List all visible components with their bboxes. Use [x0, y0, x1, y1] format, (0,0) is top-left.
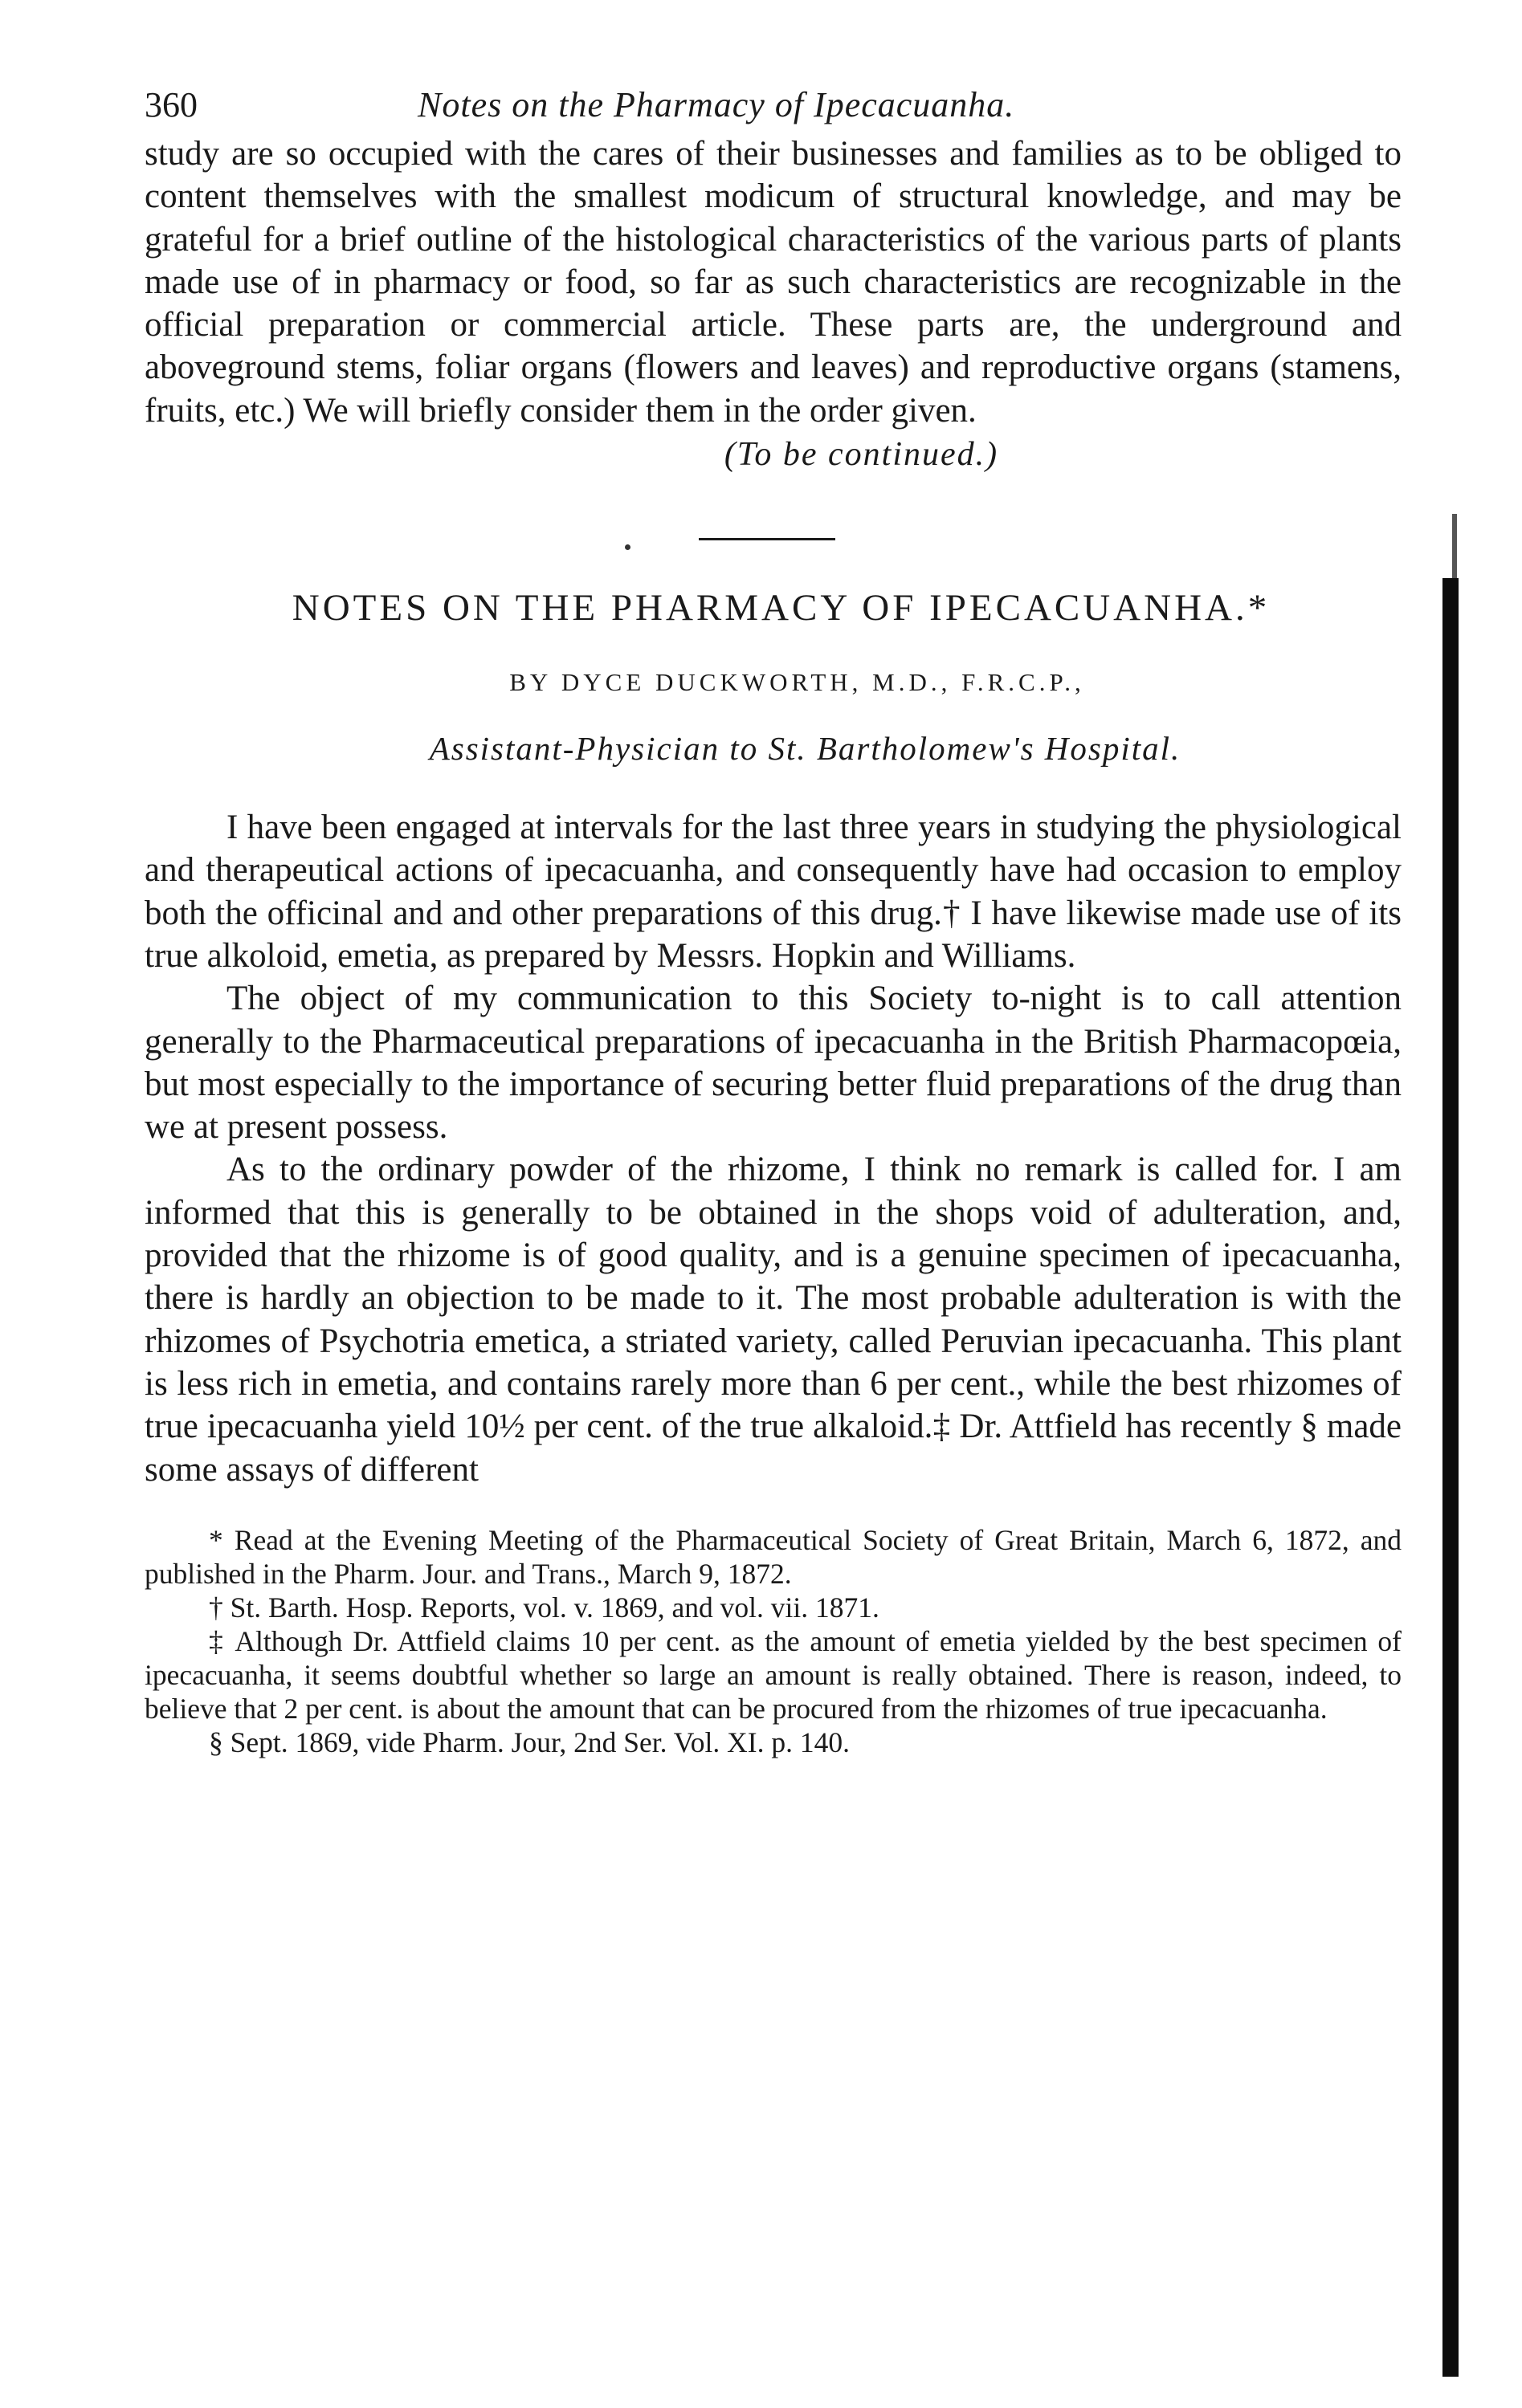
footnotes: [145, 1523, 1402, 1759]
article-byline: BY DYCE DUCKWORTH, M.D., F.R.C.P.,: [509, 668, 1085, 697]
footnote: * Read at the Evening Meeting of the Pharmaceutical Society of Great Britain, March 6, 1872, and published in the Pharm. Jour. and Trans., March 9, 1872.: [145, 1523, 1402, 1590]
article-title: NOTES ON THE PHARMACY OF IPECACUANHA.*: [292, 587, 1271, 630]
author-affiliation: Assistant-Physician to St. Bartholomew's Hospital.: [429, 730, 1181, 768]
section-divider: [145, 474, 1402, 570]
footnote: ‡ Although Dr. Attfield claims 10 per cent. as the amount of emetia yielded by the best specimen of ipecacuanha, it seems doubtful whether so large an amount is really obtained. There is reason, indeed, to believe that 2 per cent. is about the amount that can be procured from the rhizomes of true ipecacuanha.: [145, 1624, 1402, 1725]
page-header: [145, 76, 1402, 132]
previous-article-text: study are so occupied with the cares of their businesses and families as to be obliged to content themselves with the smallest modicum of structural knowledge, and may be grateful for a brief outline of the histological characteristics of the various parts of plants made use of in pharmacy or food, so far as such characteristics are recognizable in the official preparation or commercial article. These parts are, the underground and aboveground stems, foliar organs (flowers and leaves) and reproductive organs (stamens, fruits, etc.) We will briefly consider them in the order given.: [145, 135, 1402, 430]
footnote: † St. Barth. Hosp. Reports, vol. v. 1869, and vol. vii. 1871.: [209, 1591, 879, 1624]
to-be-continued: (To be continued.): [724, 436, 999, 474]
binding-edge-bar: [1442, 578, 1459, 2377]
article-paragraph: As to the ordinary powder of the rhizome, I think no remark is called for. I am informed that this is generally to be obtained in the shops void of adulteration, and, provided that the rhizome is of good quality, and is a genuine specimen of ipecacuanha, there is hardly an objection to be made to it. The most probable adulteration is with the rhizomes of Psychotria emetica, a striated variety, called Peruvian ipecacuanha. This plant is less rich in emetia, and contains rarely more than 6 per cent., while the best rhizomes of true ipecacuanha yield 10½ per cent. of the true alkaloid.‡ Dr. Attfield has recently § made some assays of different: [145, 1151, 1402, 1489]
article-paragraph: The object of my communication to this Society to-night is to call attention generally to the Pharmaceutical preparations of ipecacuanha in the British Pharmacopœia, but most especially to the importance of securing better fluid preparations of the drug than we at present possess.: [145, 980, 1402, 1147]
footnote: § Sept. 1869, vide Pharm. Jour, 2nd Ser. Vol. XI. p. 140.: [209, 1726, 850, 1758]
article-body: [145, 806, 1402, 1491]
divider-dot: [625, 544, 630, 550]
article-paragraph: I have been engaged at intervals for the last three years in studying the physiological and therapeutical actions of ipecacuanha, and consequently have had occasion to employ both the officinal and and other preparations of this drug.† I have likewise made use of its true alkoloid, emetia, as prepared by Messrs. Hopkin and Williams.: [145, 809, 1402, 975]
running-title: Notes on the Pharmacy of Ipecacuanha.: [418, 85, 1015, 124]
page-number: 360: [145, 85, 198, 124]
divider-rule: [699, 538, 835, 540]
binding-edge-shadow: [1452, 514, 1457, 578]
document-page: [145, 76, 1402, 1759]
